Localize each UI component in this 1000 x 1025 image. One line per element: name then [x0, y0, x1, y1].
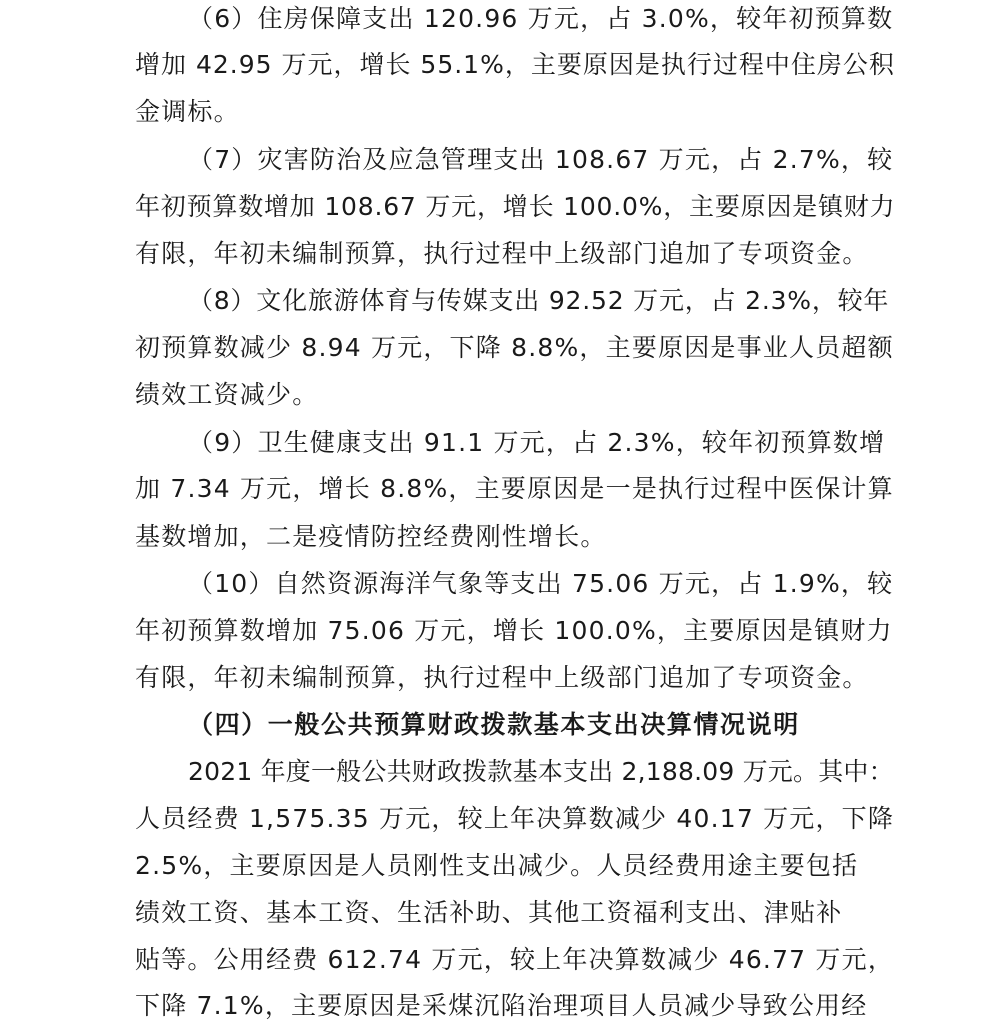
text-line: 年初预算数增加 75.06 万元，增长 100.0%，主要原因是镇财力	[135, 616, 893, 645]
text-line: 金调标。	[135, 97, 240, 126]
text-line: 下降 7.1%，主要原因是采煤沉陷治理项目人员减少导致公用经	[135, 991, 868, 1020]
text-line: 增加 42.95 万元，增长 55.1%，主要原因是执行过程中住房公积	[135, 50, 895, 79]
text-line: （7）灾害防治及应急管理支出 108.67 万元，占 2.7%，较	[188, 145, 894, 174]
text-line: 人员经费 1,575.35 万元，较上年决算数减少 40.17 万元，下降	[135, 804, 895, 833]
text-line: 有限，年初未编制预算，执行过程中上级部门追加了专项资金。	[135, 663, 869, 692]
text-line: 年初预算数增加 108.67 万元，增长 100.0%，主要原因是镇财力	[135, 192, 896, 221]
text-line: 绩效工资、基本工资、生活补助、其他工资福利支出、津贴补	[135, 898, 843, 927]
text-line: 2.5%，主要原因是人员刚性支出减少。人员经费用途主要包括	[135, 851, 859, 880]
text-line: 贴等。公用经费 612.74 万元，较上年决算数减少 46.77 万元，	[135, 945, 895, 974]
text-line: 基数增加，二是疫情防控经费刚性增长。	[135, 522, 607, 551]
text-line: （6）住房保障支出 120.96 万元，占 3.0%，较年初预算数	[188, 4, 894, 33]
text-line: 绩效工资减少。	[135, 380, 319, 409]
text-line: （9）卫生健康支出 91.1 万元，占 2.3%，较年初预算数增	[188, 428, 886, 457]
section-heading: （四）一般公共预算财政拨款基本支出决算情况说明	[188, 710, 800, 739]
text-line: （8）文化旅游体育与传媒支出 92.52 万元，占 2.3%，较年	[188, 286, 890, 315]
text-line: 加 7.34 万元，增长 8.8%，主要原因是一是执行过程中医保计算	[135, 474, 894, 503]
text-line: 有限，年初未编制预算，执行过程中上级部门追加了专项资金。	[135, 239, 869, 268]
text-line: 2021 年度一般公共财政拨款基本支出 2,188.09 万元。其中：	[188, 757, 894, 786]
text-line: 初预算数减少 8.94 万元，下降 8.8%，主要原因是事业人员超额	[135, 333, 894, 362]
text-line: （10）自然资源海洋气象等支出 75.06 万元，占 1.9%，较	[188, 569, 894, 598]
